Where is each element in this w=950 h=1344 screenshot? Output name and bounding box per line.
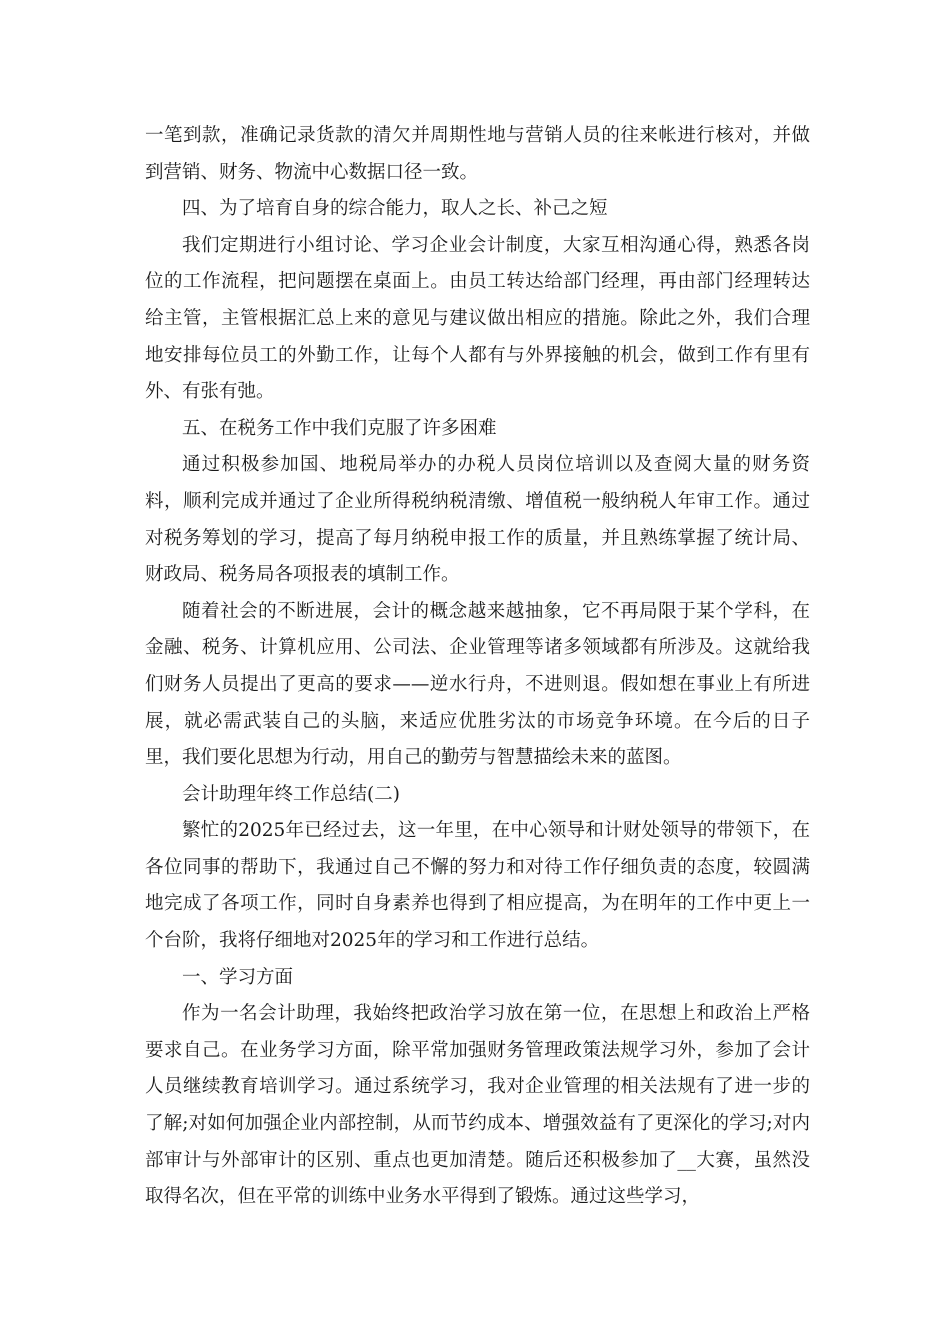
section-heading-1: 一、学习方面 [182, 966, 294, 988]
paragraph-4: 随着社会的不断进展，会计的概念越来越抽象，它不再局限于某个学科，在金融、税务、计算机应用、公司法、企业管理等诸多领域都有所涉及。这就给我们财务人员提出了更高的要求——逆水行舟，不进则退。假如想在事业上有所进展，就必需武装自己的头脑，来适应优胜劣汰的市场竞争环境。在今后的日子里，我们要化思想为行动，用自己的勤劳与智慧描绘未来的蓝图。 [145, 600, 810, 769]
document-subtitle: 会计助理年终工作总结(二) [182, 783, 400, 805]
paragraph-6: 作为一名会计助理，我始终把政治学习放在第一位，在思想上和政治上严格要求自己。在业务学习方面，除平常加强财务管理政策法规学习外，参加了会计人员继续教育培训学习。通过系统学习，我对企业管理的相关法规有了进一步的了解;对如何加强企业内部控制，从而节约成本、增强效益有了更深化的学习;对内部审计与外部审计的区别、重点也更加清楚。随后还积极参加了__大赛，虽然没取得名次，但在平常的训练中业务水平得到了锻炼。通过这些学习， [145, 1003, 810, 1208]
document-body [145, 118, 810, 1216]
paragraph-5: 繁忙的2025年已经过去，这一年里，在中心领导和计财处领导的带领下，在各位同事的帮助下，我通过自己不懈的努力和对待工作仔细负责的态度，较圆满地完成了各项工作，同时自身素养也得到了相应提高，为在明年的工作中更上一个台阶，我将仔细地对2025年的学习和工作进行总结。 [145, 820, 810, 952]
section-heading-5: 五、在税务工作中我们克服了许多困难 [182, 417, 497, 439]
paragraph-3: 通过积极参加国、地税局举办的办税人员岗位培训以及查阅大量的财务资料，顺利完成并通过了企业所得税纳税清缴、增值税一般纳税人年审工作。通过对税务筹划的学习，提高了每月纳税申报工作的质量，并且熟练掌握了统计局、财政局、税务局各项报表的填制工作。 [145, 454, 810, 586]
paragraph-1: 一笔到款，准确记录货款的清欠并周期性地与营销人员的往来帐进行核对，并做到营销、财务、物流中心数据口径一致。 [145, 125, 810, 183]
paragraph-2: 我们定期进行小组讨论、学习企业会计制度，大家互相沟通心得，熟悉各岗位的工作流程，把问题摆在桌面上。由员工转达给部门经理，再由部门经理转达给主管，主管根据汇总上来的意见与建议做出相应的措施。除此之外，我们合理地安排每位员工的外勤工作，让每个人都有与外界接触的机会，做到工作有里有外、有张有弛。 [145, 234, 810, 403]
section-heading-4: 四、为了培育自身的综合能力，取人之长、补己之短 [182, 198, 608, 220]
